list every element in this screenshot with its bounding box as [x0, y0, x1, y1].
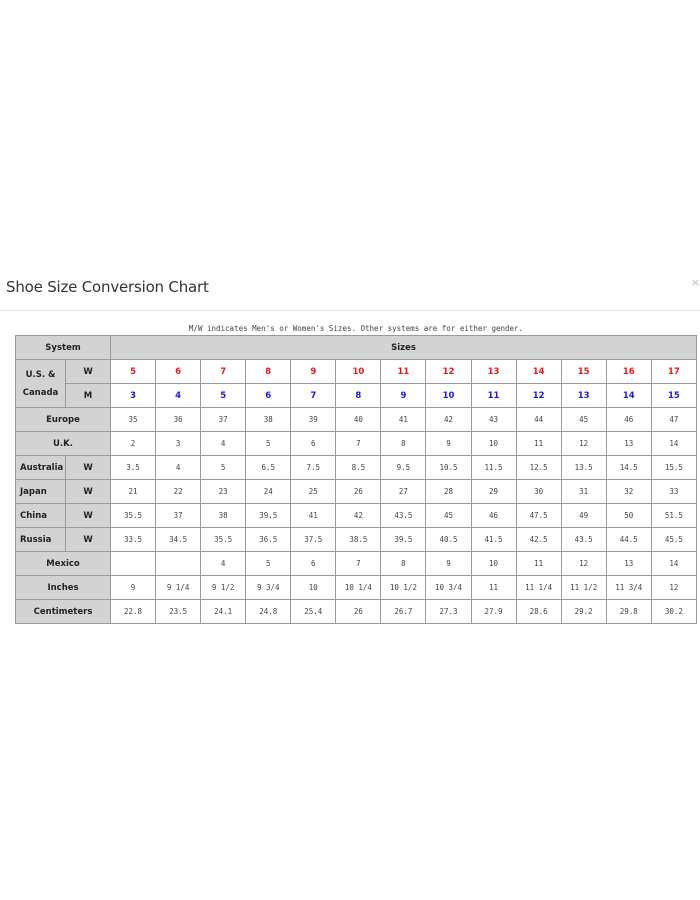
size-cell: 33: [651, 480, 696, 504]
size-cell: 37.5: [291, 528, 336, 552]
size-cell: 27: [381, 480, 426, 504]
size-cell: 10: [471, 552, 516, 576]
size-cell: 46: [606, 408, 651, 432]
size-cell: 29: [471, 480, 516, 504]
size-cell: 34.5: [156, 528, 201, 552]
size-cell: 6: [291, 432, 336, 456]
size-cell: 12: [561, 552, 606, 576]
size-cell: [111, 552, 156, 576]
size-cell: 5: [246, 432, 291, 456]
row-tag: W: [66, 480, 111, 504]
row-tag: W: [66, 528, 111, 552]
size-cell: 11.5: [471, 456, 516, 480]
size-cell: 10: [426, 384, 471, 408]
size-cell: 35: [111, 408, 156, 432]
sizes-header: Sizes: [111, 336, 697, 360]
size-cell: 9: [381, 384, 426, 408]
row-tag-women: W: [66, 360, 111, 384]
size-cell: 10: [291, 576, 336, 600]
size-cell: 6: [291, 552, 336, 576]
size-cell: 21: [111, 480, 156, 504]
row-label: U.K.: [16, 432, 111, 456]
size-cell: 40: [336, 408, 381, 432]
size-cell: 39: [291, 408, 336, 432]
size-cell: 7: [201, 360, 246, 384]
size-cell: 46: [471, 504, 516, 528]
size-cell: 11 1/2: [561, 576, 606, 600]
size-cell: 47: [651, 408, 696, 432]
size-cell: 43.5: [381, 504, 426, 528]
size-cell: 4: [156, 456, 201, 480]
size-cell: 28.6: [516, 600, 561, 624]
table-row: [16, 504, 697, 528]
size-cell: 13: [606, 552, 651, 576]
size-cell: 9: [426, 552, 471, 576]
size-cell: 24.1: [201, 600, 246, 624]
size-cell: 15.5: [651, 456, 696, 480]
size-cell: 17: [651, 360, 696, 384]
size-cell: 47.5: [516, 504, 561, 528]
size-cell: 14.5: [606, 456, 651, 480]
size-cell: 38: [201, 504, 246, 528]
size-cell: 42: [336, 504, 381, 528]
size-cell: 12: [651, 576, 696, 600]
row-tag: W: [66, 456, 111, 480]
size-cell: 41.5: [471, 528, 516, 552]
size-cell: 10 1/4: [336, 576, 381, 600]
size-cell: 41: [381, 408, 426, 432]
gender-note: M/W indicates Men's or Women's Sizes. Other systems are for either gender.: [188, 324, 524, 333]
size-cell: 44.5: [606, 528, 651, 552]
size-cell: 3: [111, 384, 156, 408]
size-cell: 10: [471, 432, 516, 456]
size-cell: 50: [606, 504, 651, 528]
table-row-us-women: [16, 360, 697, 384]
size-cell: 23: [201, 480, 246, 504]
size-cell: 3: [156, 432, 201, 456]
size-cell: 14: [516, 360, 561, 384]
size-cell: 36: [156, 408, 201, 432]
row-label: Mexico: [16, 552, 111, 576]
size-cell: 13.5: [561, 456, 606, 480]
row-label: Europe: [16, 408, 111, 432]
size-cell: 10 1/2: [381, 576, 426, 600]
size-cell: 43.5: [561, 528, 606, 552]
size-cell: 9 1/4: [156, 576, 201, 600]
modal-title: Shoe Size Conversion Chart: [6, 278, 209, 296]
size-cell: 40.5: [426, 528, 471, 552]
size-cell: 6: [246, 384, 291, 408]
size-cell: 44: [516, 408, 561, 432]
size-cell: 11: [471, 384, 516, 408]
size-cell: 16: [606, 360, 651, 384]
size-cell: 25.4: [291, 600, 336, 624]
size-cell: 12: [426, 360, 471, 384]
size-cell: 9: [426, 432, 471, 456]
size-cell: 49: [561, 504, 606, 528]
table-row: [16, 552, 697, 576]
row-tag-men: M: [66, 384, 111, 408]
size-cell: 12: [561, 432, 606, 456]
size-cell: 30: [516, 480, 561, 504]
size-cell: 39.5: [381, 528, 426, 552]
size-cell: [156, 552, 201, 576]
table-row-us-men: [16, 384, 697, 408]
table-row: [16, 576, 697, 600]
size-cell: 14: [651, 432, 696, 456]
size-cell: 45: [426, 504, 471, 528]
size-cell: 22.8: [111, 600, 156, 624]
size-cell: 45.5: [651, 528, 696, 552]
size-cell: 10.5: [426, 456, 471, 480]
size-cell: 8.5: [336, 456, 381, 480]
table-row: [16, 600, 697, 624]
size-cell: 11: [516, 552, 561, 576]
size-cell: 35.5: [201, 528, 246, 552]
row-label: Russia: [16, 528, 66, 552]
row-label: Japan: [16, 480, 66, 504]
size-cell: 9 1/2: [201, 576, 246, 600]
row-tag: W: [66, 504, 111, 528]
size-cell: 13: [561, 384, 606, 408]
size-cell: 5: [111, 360, 156, 384]
size-cell: 38.5: [336, 528, 381, 552]
size-cell: 45: [561, 408, 606, 432]
size-cell: 9: [291, 360, 336, 384]
size-cell: 27.9: [471, 600, 516, 624]
table-row: [16, 408, 697, 432]
size-cell: 30.2: [651, 600, 696, 624]
size-cell: 5: [246, 552, 291, 576]
size-cell: 25: [291, 480, 336, 504]
size-cell: 3.5: [111, 456, 156, 480]
size-cell: 12: [516, 384, 561, 408]
size-cell: 51.5: [651, 504, 696, 528]
size-cell: 10: [336, 360, 381, 384]
size-cell: 31: [561, 480, 606, 504]
size-cell: 15: [651, 384, 696, 408]
size-cell: 13: [471, 360, 516, 384]
row-label: Centimeters: [16, 600, 111, 624]
size-cell: 32: [606, 480, 651, 504]
table-header-row: [16, 336, 697, 360]
size-cell: 33.5: [111, 528, 156, 552]
size-cell: 14: [606, 384, 651, 408]
size-cell: 26: [336, 480, 381, 504]
size-cell: 11 3/4: [606, 576, 651, 600]
size-cell: 24: [246, 480, 291, 504]
row-label-us-canada: U.S. & Canada: [16, 360, 66, 408]
size-cell: 43: [471, 408, 516, 432]
size-cell: 5: [201, 456, 246, 480]
size-cell: 37: [156, 504, 201, 528]
size-cell: 35.5: [111, 504, 156, 528]
size-cell: 12.5: [516, 456, 561, 480]
size-cell: 9 3/4: [246, 576, 291, 600]
size-cell: 39.5: [246, 504, 291, 528]
size-cell: 14: [651, 552, 696, 576]
size-cell: 4: [156, 384, 201, 408]
size-cell: 7.5: [291, 456, 336, 480]
size-cell: 8: [381, 552, 426, 576]
size-cell: 4: [201, 432, 246, 456]
size-cell: 22: [156, 480, 201, 504]
row-label: China: [16, 504, 66, 528]
size-cell: 41: [291, 504, 336, 528]
size-cell: 42: [426, 408, 471, 432]
row-label: Australia: [16, 456, 66, 480]
size-cell: 5: [201, 384, 246, 408]
size-cell: 7: [336, 432, 381, 456]
size-cell: 23.5: [156, 600, 201, 624]
size-cell: 8: [336, 384, 381, 408]
size-cell: 9: [111, 576, 156, 600]
table-row: [16, 432, 697, 456]
size-cell: 29.2: [561, 600, 606, 624]
size-cell: 4: [201, 552, 246, 576]
size-cell: 8: [381, 432, 426, 456]
size-cell: 2: [111, 432, 156, 456]
size-cell: 42.5: [516, 528, 561, 552]
size-cell: 36.5: [246, 528, 291, 552]
size-cell: 27.3: [426, 600, 471, 624]
size-cell: 15: [561, 360, 606, 384]
size-cell: 11: [471, 576, 516, 600]
close-icon[interactable]: ×: [690, 276, 700, 289]
title-divider: [0, 310, 700, 311]
size-cell: 7: [291, 384, 336, 408]
size-cell: 37: [201, 408, 246, 432]
size-cell: 8: [246, 360, 291, 384]
size-cell: 6: [156, 360, 201, 384]
table-row: [16, 480, 697, 504]
size-cell: 26: [336, 600, 381, 624]
size-cell: 38: [246, 408, 291, 432]
size-cell: 29.8: [606, 600, 651, 624]
size-cell: 24.8: [246, 600, 291, 624]
size-cell: 26.7: [381, 600, 426, 624]
table-row: [16, 456, 697, 480]
row-label: Inches: [16, 576, 111, 600]
table-row: [16, 528, 697, 552]
size-cell: 11 1/4: [516, 576, 561, 600]
size-cell: 28: [426, 480, 471, 504]
size-cell: 10 3/4: [426, 576, 471, 600]
size-cell: 9.5: [381, 456, 426, 480]
size-cell: 6.5: [246, 456, 291, 480]
system-header: System: [16, 336, 111, 360]
size-cell: 11: [381, 360, 426, 384]
size-cell: 7: [336, 552, 381, 576]
size-conversion-table: [15, 335, 697, 624]
size-cell: 11: [516, 432, 561, 456]
size-cell: 13: [606, 432, 651, 456]
